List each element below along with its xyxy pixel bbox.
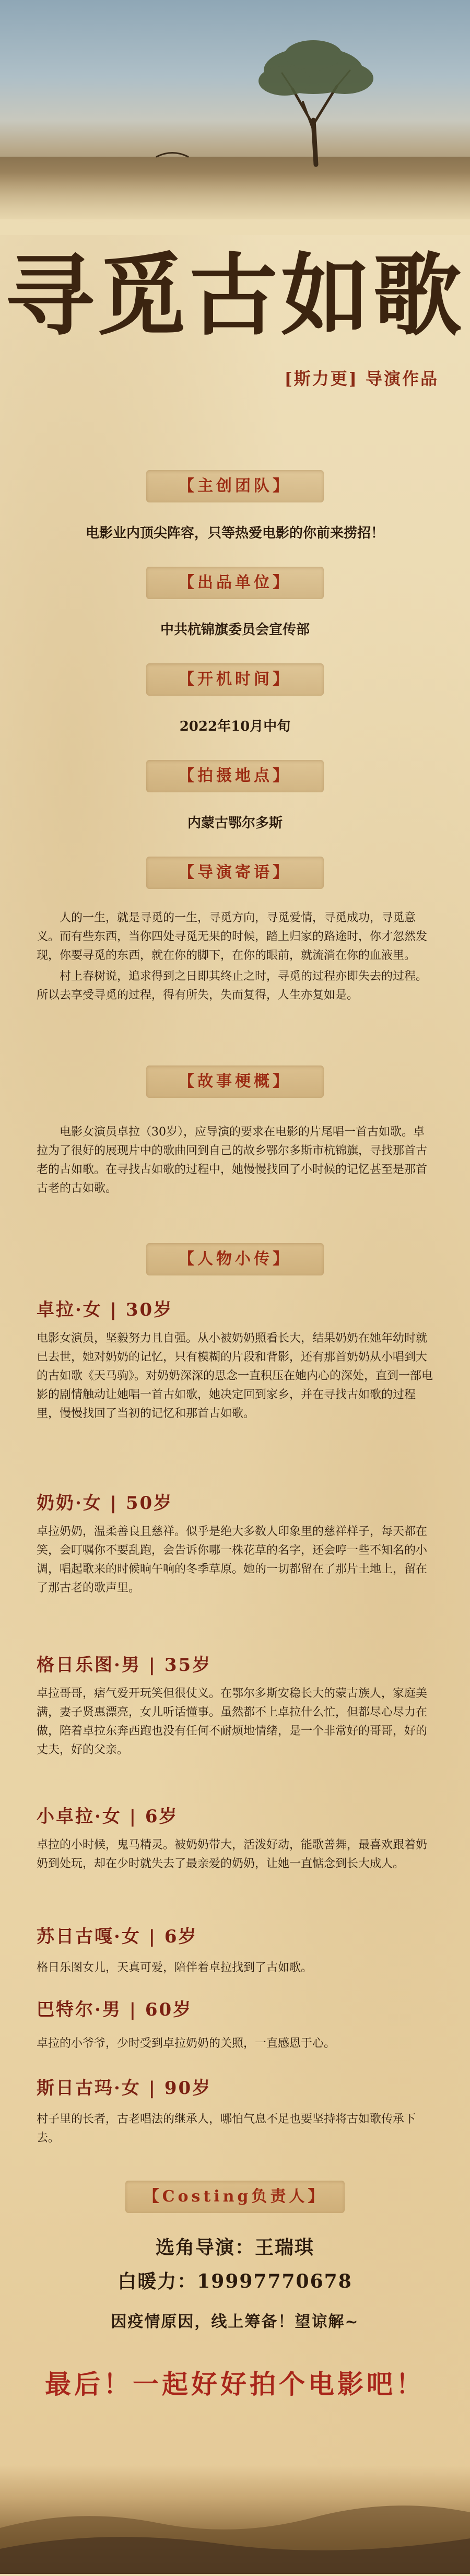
section-start: [0, 663, 470, 696]
svg-text:寻觅古如歌: 寻觅古如歌: [5, 243, 465, 348]
section-synopsis: [0, 1065, 470, 1098]
character-desc: 卓拉哥哥，痞气爱开玩笑但很仗义。在鄂尔多斯安稳长大的蒙古族人，家庭美满，妻子贤惠漂亮，女儿听话懂事。虽然都不上卓拉什么忙，但都尽心尽力在做，陪着卓拉东奔西跑也没有任何不耐烦地情绪，是一个非常好的哥哥，好的丈夫，好的父亲。: [37, 1687, 428, 1757]
casting-phone: 白暖力：19997770678: [118, 2270, 352, 2292]
hero-fade: [0, 172, 470, 235]
start-text: 2022年10月中旬: [179, 719, 291, 734]
casting-note: 因疫情原因，线上筹备！望谅解~: [111, 2313, 359, 2331]
character-desc: 电影女演员，坚毅努力且自强。从小被奶奶照看长大，结果奶奶在她年幼时就已去世，她对奶奶的记忆，只有模糊的片段和背影，还有那首奶奶从小唱到大的古如歌《天马驹》。对奶奶深深的思念一直积压在她内心的深处，直到一部电影的剧情触动让她唱一首古如歌，她决定回到家乡，并在寻找古如歌的过程里，慢慢找回了当初的记忆和那首古如歌。: [37, 1332, 433, 1420]
section-header-director-note: 【导演寄语】: [146, 857, 324, 889]
section-producer: [0, 567, 470, 599]
casting-director: 选角导演：王瑞琪: [155, 2237, 314, 2258]
character-title: 卓拉·女 | 30岁: [37, 1299, 173, 1320]
character-desc: 村子里的长者，古老唱法的继承人，哪怕气息不足也要坚持将古如歌传承下去。: [37, 2113, 416, 2145]
director-credit: [斯力更] 导演作品: [284, 369, 439, 389]
character-title: 奶奶·女 | 50岁: [37, 1493, 173, 1514]
director-note-paragraph: 人的一生，就是寻觅的一生，寻觅方向，寻觅爱情，寻觅成功，寻觅意义。而有些东西，当你四处寻觅无果的时候，踏上归家的路途时，你才忽然发现，你要寻觅的东西，就在你的脚下，在你的眼前，就流淌在你的血液里。: [37, 911, 428, 962]
title-calligraphy-logo: [5, 238, 465, 353]
character-title: 格日乐图·男 | 35岁: [37, 1655, 212, 1676]
bottom-desert-scene: [0, 2465, 470, 2574]
section-director-note: [0, 857, 470, 889]
character-title: 斯日古玛·女 | 90岁: [37, 2078, 212, 2099]
character-desc: 格日乐图女儿，天真可爱，陪伴着卓拉找到了古如歌。: [37, 1961, 313, 1974]
director-note-paragraph: 村上春树说，追求得到之日即其终止之时，寻觅的过程亦即失去的过程。所以去享受寻觅的过程，得有所失，失而复得，人生亦复如是。: [37, 970, 428, 1002]
character-title: 苏日古嘎·女 | 6岁: [37, 1926, 198, 1947]
location-text: 内蒙古鄂尔多斯: [187, 815, 283, 831]
character-desc: 卓拉的小时候，鬼马精灵。被奶奶带大，活泼好动，能歌善舞，最喜欢跟着奶奶到处玩，却在少时就失去了最亲爱的奶奶，让她一直惦念到长大成人。: [37, 1839, 428, 1870]
section-casting: [0, 2181, 470, 2213]
section-location: [0, 760, 470, 792]
hero-landscape-image: [0, 0, 470, 219]
character-title: 小卓拉·女 | 6岁: [37, 1806, 179, 1827]
synopsis-body: [0, 1123, 470, 1200]
character-desc: 卓拉的小爷爷，少时受到卓拉奶奶的关照，一直感恩于心。: [37, 2037, 336, 2050]
final-slogan: 最后！一起好好拍个电影吧！: [45, 2369, 425, 2399]
producer-text: 中共杭锦旗委员会宣传部: [160, 622, 310, 638]
section-header-team: 【主创团队】: [146, 470, 324, 502]
section-team: [0, 470, 470, 502]
section-header-characters: 【人物小传】: [146, 1243, 324, 1275]
section-characters: [0, 1243, 470, 1275]
team-text: 电影业内顶尖阵容，只等热爱电影的你前来捞招！: [85, 525, 384, 541]
section-header-casting: 【Costing负责人】: [125, 2181, 345, 2213]
character-title: 巴特尔·男 | 60岁: [37, 1999, 193, 2020]
synopsis-paragraph: 电影女演员卓拉（30岁），应导演的要求在电影的片尾唱一首古如歌。卓拉为了很好的展现片中的歌曲回到自己的故乡鄂尔多斯市杭锦旗，寻找那首古老的古如歌。在寻找古如歌的过程中，她慢慢找回了小时候的记忆甚至是那首古老的古如歌。: [37, 1126, 428, 1195]
section-header-producer: 【出品单位】: [146, 567, 324, 599]
desert-dunes-icon: [0, 2465, 470, 2574]
section-header-synopsis: 【故事梗概】: [146, 1065, 324, 1098]
section-header-location: 【拍摄地点】: [146, 760, 324, 792]
character-desc: 卓拉奶奶，温柔善良且慈祥。似乎是绝大多数人印象里的慈祥样子，每天都在笑，会叮嘱你不要乱跑，会告诉你哪一株花草的名字，还会哼一些不知名的小调，唱起歌来的时候晌午响的冬季草原。她的一切都留在了那片土地上，留在了那古老的歌声里。: [37, 1525, 428, 1595]
section-header-start: 【开机时间】: [146, 663, 324, 696]
director-note-body: [0, 909, 470, 1007]
